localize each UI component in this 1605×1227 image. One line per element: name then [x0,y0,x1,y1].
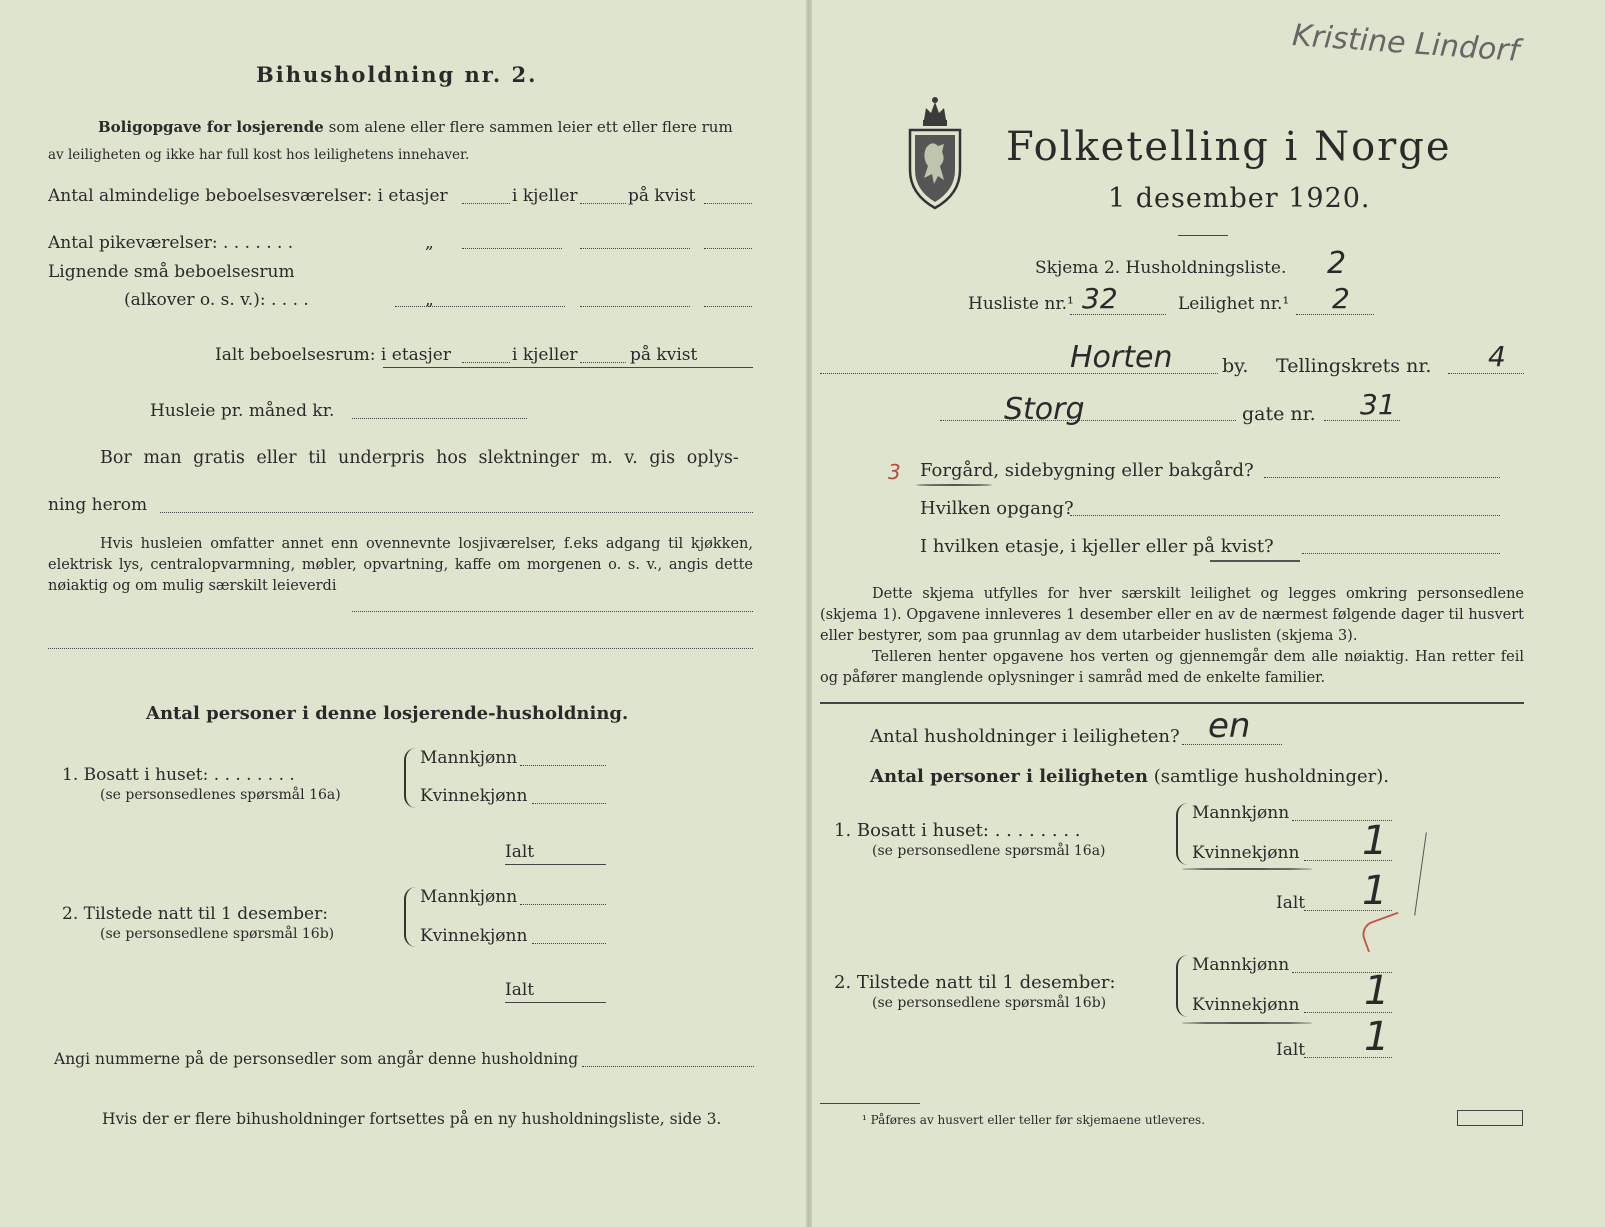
right-q1-kvinne-underline [1182,868,1312,870]
right-q2-brace [1176,955,1188,1017]
ialt-etasjer-field[interactable] [462,362,510,363]
by-label: by. [1222,355,1249,377]
right-page-husholdningsliste [812,0,1605,1227]
census-date: 1 desember 1920. [1108,183,1371,214]
right-q2-label: 2. Tilstede natt til 1 desember: [834,972,1116,993]
right-q1-ialt-value: 1 [1362,868,1388,914]
pike-etasjer-field[interactable] [462,248,562,249]
leieverdi-field[interactable] [352,611,753,612]
right-persons-heading-rest: (samtlige husholdninger). [1153,766,1390,787]
etasje-underline [1210,560,1300,562]
pike-kjeller-field[interactable] [580,248,690,249]
right-q2-kvinne-value: 1 [1364,968,1390,1014]
left-q2-brace [404,887,416,947]
pike-label: Antal pikeværelser: . . . . . . . [48,233,294,253]
alkover-etasjer-field[interactable] [395,306,565,307]
left-q1-mann-label: Mannkjønn [420,748,518,768]
rooms-label: Antal almindelige beboelsesværelser: i etasjer [48,186,448,206]
alkover-kvist-field[interactable] [704,306,752,307]
right-q1-kvinne-label: Kvinnekjønn [1192,843,1300,863]
hvis-paragraph: Hvis husleien omfatter annet enn ovennevnte losjiværelser, f.eks adgang til kjøkken, elektrisk lys, centralopvarmning, møbler, opvartning, kaffe om morgenen o. s. v., angis dette nøiaktig og om mulig særskilt leieverdi [48,536,753,594]
husholdninger-label: Antal husholdninger i leiligheten? [870,726,1180,747]
right-q1-kvinne-value: 1 [1362,818,1388,864]
husleie-field[interactable] [352,418,527,419]
gratis-field[interactable] [160,512,753,513]
right-q1-sub: (se personsedlene spørsmål 16a) [872,843,1106,859]
right-page-title: Folketelling i Norge [1006,124,1452,170]
skjema-handwritten-mark: 2 [1327,246,1347,281]
left-q2-mann-label: Mannkjønn [420,887,518,907]
coat-of-arms-icon [904,94,966,212]
left-q2-sub: (se personsedlene spørsmål 16b) [100,926,335,942]
intro-line-2: av leiligheten og ikke har full kost hos leilighetens innehaver. [48,147,470,163]
left-footer: Hvis der er flere bihusholdninger fortsettes på en ny husholdningsliste, side 3. [102,1110,722,1128]
title-divider [1178,235,1228,236]
right-q1-brace [1176,803,1188,865]
gratis-line-1: Bor man gratis eller til underpris hos slektninger m. v. gis oplys- [100,448,739,468]
right-q1-label: 1. Bosatt i huset: . . . . . . . . [834,820,1081,841]
right-q2-kvinne-underline [1182,1022,1312,1024]
by-value: Horten [1070,340,1173,375]
right-q2-sub: (se personsedlene spørsmål 16b) [872,995,1107,1011]
skjema-label: Skjema 2. Husholdningsliste. [1035,258,1287,278]
left-persons-heading: Antal personer i denne losjerende-husholdning. [146,703,629,724]
left-q1-ialt-field[interactable] [505,864,606,865]
gate-field[interactable] [940,420,1236,421]
rooms-kvist-field[interactable] [704,203,752,204]
left-page-title: Bihusholdning nr. 2. [256,62,538,87]
krets-field[interactable] [1448,373,1524,374]
krets-value: 4 [1488,340,1506,373]
angi-field[interactable] [582,1066,754,1067]
footnote-rule [820,1103,920,1104]
footnote: ¹ Påføres av husvert eller teller før skjemaene utleveres. [862,1113,1206,1127]
forgard-question: Forgård, sidebygning eller bakgård? [920,460,1254,481]
right-q1-mann-label: Mannkjønn [1192,803,1290,823]
leilighet-value: 2 [1332,282,1350,315]
left-q2-ialt-field[interactable] [505,1002,606,1003]
right-q2-ialt-label: Ialt [1276,1040,1306,1060]
gratis-line-2: ning herom [48,495,148,515]
husholdninger-value: en [1208,706,1251,746]
left-q1-kvinne-label: Kvinnekjønn [420,786,528,806]
right-persons-heading [870,766,1389,787]
lignende-label: Lignende små beboelsesrum [48,262,295,282]
printer-stamp-icon [1457,1110,1523,1126]
rooms-kjeller-label: i kjeller [512,186,578,206]
forgard-field[interactable] [1264,477,1500,478]
ialt-sum-rule [383,367,753,368]
intro-line-1 [98,118,733,136]
etasje-field[interactable] [1302,553,1500,554]
left-q1-label: 1. Bosatt i huset: . . . . . . . . [62,765,295,785]
left-q1-kvinne-field[interactable] [532,803,606,804]
gate-nr-value: 31 [1360,388,1396,421]
intro-rest: som alene eller flere sammen leier ett eller flere rum [328,118,733,136]
right-q1-check-stroke [1414,832,1427,915]
etasje-question: I hvilken etasje, i kjeller eller på kvist? [920,536,1274,557]
rooms-kvist-label: på kvist [628,186,696,206]
alkover-ditto-mark: „ [425,290,434,310]
left-q2-kvinne-label: Kvinnekjønn [420,926,528,946]
right-q2-mann-label: Mannkjønn [1192,955,1290,975]
left-q2-kvinne-field[interactable] [532,943,606,944]
left-q2-ialt-label: Ialt [505,980,535,1000]
left-q1-mann-field[interactable] [520,765,606,766]
pike-ditto-mark: „ [425,233,434,253]
left-q1-brace [404,748,416,808]
forgard-red-mark: 3 [888,460,901,484]
gate-value: Storg [1004,392,1085,427]
forgard-underline [916,484,992,486]
instruction-paragraph-1: Dette skjema utfylles for hver særskilt leilighet og legges omkring personsedlene (skjema 1). Opgavene innleveres 1 desember eller en av de nærmest følgende dager til husvert eller bestyrer, som paa grunnlag av dem utarbeider huslisten (skjema 3). [820,586,1524,644]
intro-bold: Boligopgave for losjerende [98,118,324,136]
husliste-label: Husliste nr.¹ [968,294,1074,314]
opgang-field[interactable] [1070,515,1500,516]
leieverdi-extra-line[interactable] [48,648,753,649]
husleie-label: Husleie pr. måned kr. [150,401,335,421]
right-q1-ialt-label: Ialt [1276,893,1306,913]
alkover-kjeller-field[interactable] [580,306,690,307]
ialt-kjeller-field[interactable] [580,362,626,363]
left-q1-ialt-label: Ialt [505,842,535,862]
left-q2-label: 2. Tilstede natt til 1 desember: [62,904,328,924]
left-q2-mann-field[interactable] [520,904,606,905]
rooms-etasjer-field[interactable] [462,203,510,204]
gate-label: gate nr. [1242,403,1316,425]
right-q1-red-check [1358,912,1407,953]
left-q1-sub: (se personsedlenes spørsmål 16a) [100,787,341,803]
leilighet-field[interactable] [1296,314,1374,315]
alkover-label: (alkover o. s. v.): . . . . [124,290,309,310]
krets-label: Tellingskrets nr. [1276,355,1432,377]
leilighet-label: Leilighet nr.¹ [1178,294,1290,314]
instruction-paragraph-2: Telleren henter opgavene hos verten og gjennemgår dem alle nøiaktig. Han retter feil og påfører manglende oplysninger i samråd med de enkelte familier. [820,649,1524,686]
right-q2-ialt-value: 1 [1364,1014,1390,1060]
ialt-kvist-label: på kvist [630,345,698,365]
pike-kvist-field[interactable] [704,248,752,249]
ialt-kjeller-label: i kjeller [512,345,578,365]
ialt-rooms-label: Ialt beboelsesrum: i etasjer [215,345,451,365]
instruction-divider [820,702,1524,704]
husliste-value: 32 [1082,282,1118,315]
right-q2-kvinne-label: Kvinnekjønn [1192,995,1300,1015]
angi-label: Angi nummerne på de personsedler som angår denne husholdning [54,1050,579,1068]
corner-handwritten-note: Kristine Lindorf [1291,18,1521,69]
rooms-kjeller-field[interactable] [580,203,626,204]
opgang-question: Hvilken opgang? [920,498,1074,519]
right-persons-heading-bold: Antal personer i leiligheten [870,766,1148,787]
gate-nr-field[interactable] [1324,420,1400,421]
husliste-field[interactable] [1070,314,1166,315]
husholdninger-field[interactable] [1182,744,1282,745]
